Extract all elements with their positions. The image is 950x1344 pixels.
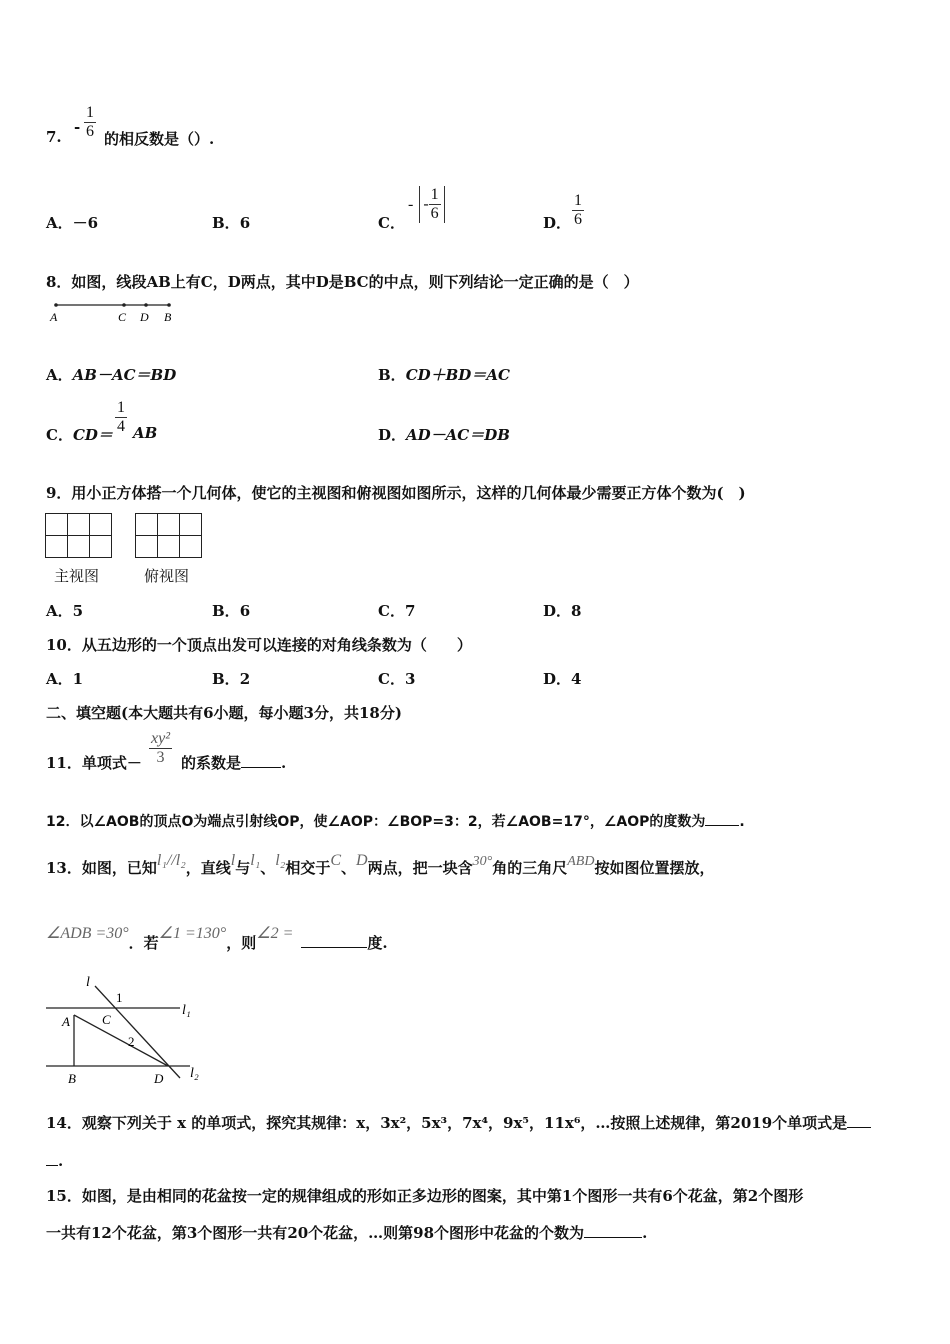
q10-option-d[interactable] [543, 668, 581, 689]
q10-option-c[interactable] [378, 668, 415, 689]
point-a-label: A [50, 310, 58, 324]
q10-option-b[interactable] [212, 668, 250, 689]
q7-frac-num: 1 [86, 104, 94, 121]
q7-option-c-expr [408, 186, 445, 223]
point-d-label: D [140, 310, 149, 324]
frac-den: 4 [117, 418, 125, 435]
option-label: B． [212, 214, 240, 232]
option-label: D． [543, 670, 572, 688]
option-text: CD＝ [72, 426, 113, 444]
q13-figure [40, 970, 215, 1090]
option-label: D． [543, 214, 572, 232]
q9-option-c[interactable] [378, 600, 415, 621]
point-b-label: B [68, 1071, 76, 1086]
option-text: AB－AC＝BD [72, 366, 177, 384]
q9-top-view-grid [135, 513, 202, 558]
q13-text: 按如图位置摆放， [594, 859, 715, 877]
answer-blank[interactable] [705, 825, 739, 826]
frac-num: 1 [574, 192, 582, 209]
q13-math: ABD [567, 854, 595, 869]
q13-math: C [330, 852, 341, 869]
q12-end: . [739, 814, 745, 830]
q9-front-view-grid [45, 513, 112, 558]
line-l1-label: l₁ [182, 1003, 191, 1018]
q13-text: 度. [367, 934, 388, 952]
q8-option-a[interactable] [46, 364, 176, 385]
q7-option-b[interactable] [212, 212, 250, 233]
q11-fraction [149, 730, 172, 767]
q10-option-a[interactable] [46, 668, 83, 689]
answer-blank[interactable] [241, 767, 281, 768]
q7-stem: 的相反数是（）. [104, 130, 215, 148]
q9-option-d[interactable] [543, 600, 581, 621]
q13-text: ．若 [128, 934, 159, 952]
option-label: C． [378, 602, 405, 620]
q13-text: 、 [341, 859, 357, 877]
option-text: CD＋BD＝AC [405, 366, 510, 384]
q13-math: ∠1 =130° [158, 925, 227, 942]
q15-end: . [642, 1224, 648, 1242]
point-d-label: D [154, 1071, 164, 1086]
frac-den: 6 [574, 211, 582, 228]
point-c-label: C [118, 310, 127, 324]
answer-blank[interactable] [46, 1165, 58, 1166]
angle-1-label: 1 [116, 990, 123, 1005]
answer-blank[interactable] [301, 947, 367, 948]
q8-option-d[interactable] [378, 424, 510, 445]
q8-stem: 8．如图，线段AB上有C，D两点，其中D是BC的中点，则下列结论一定正确的是（ ） [46, 273, 639, 291]
point-c-label: C [102, 1012, 111, 1027]
frac-num: 1 [117, 399, 125, 416]
option-text: 4 [571, 670, 582, 688]
q7-option-d-frac [572, 192, 584, 229]
q14-text [46, 1112, 871, 1133]
q7-fraction [84, 104, 96, 141]
q13-text: 角的三角尺 [492, 859, 568, 877]
answer-blank[interactable] [584, 1237, 642, 1238]
option-label: B． [212, 602, 240, 620]
option-label: A． [46, 366, 73, 384]
option-text: 8 [571, 602, 582, 620]
q13-math: l₁ [250, 852, 261, 869]
q8-segment-figure [44, 296, 184, 326]
option-text: 7 [404, 602, 416, 620]
option-text: 5 [72, 602, 84, 620]
q13-math: l₁//l₂ [156, 852, 186, 869]
q7-option-c[interactable] [378, 212, 405, 233]
q13-math: ∠ADB =30° [46, 925, 129, 942]
q7-minus: - [74, 118, 81, 136]
q13-math: l [230, 852, 236, 869]
option-text: 1 [72, 670, 84, 688]
q7-number: 7. [46, 128, 62, 146]
q8-option-c-frac [115, 399, 127, 436]
line-l2-label: l₂ [190, 1066, 199, 1081]
q11-suffix [181, 752, 286, 773]
q15-line2 [46, 1222, 647, 1243]
option-text: AD－AC＝DB [406, 426, 510, 444]
option-label: A． [46, 670, 73, 688]
q7-frac-den: 6 [86, 123, 94, 140]
point-b-label: B [164, 310, 172, 324]
q13-text: ，则 [226, 934, 257, 952]
q7-option-a[interactable] [46, 212, 98, 233]
q13-math: 30° [472, 854, 493, 869]
q11-prefix: 11．单项式－ [46, 754, 142, 772]
point-a-label: A [62, 1014, 70, 1029]
q8-option-b[interactable] [378, 364, 510, 385]
q13-math: l₂ [275, 852, 286, 869]
option-label: A． [46, 602, 73, 620]
option-label: A． [46, 214, 73, 232]
q15-line1: 15．如图，是由相同的花盆按一定的规律组成的形如正多边形的图案，其中第1个图形一共有6个花盆，第2个图形 [46, 1187, 804, 1205]
frac-den: 3 [156, 749, 165, 766]
q12-text [46, 811, 745, 831]
option-text: 3 [404, 670, 416, 688]
angle-2-label: 2 [128, 1034, 135, 1049]
q10-stem: 10．从五边形的一个顶点出发可以连接的对角线条数为（ ） [46, 636, 472, 654]
q13-text: 两点，把一块含 [367, 859, 473, 877]
minus-inner: - [423, 195, 429, 213]
option-text: 6 [239, 602, 251, 620]
minus-outer: - [408, 195, 414, 213]
q9-front-view-label: 主视图 [54, 567, 100, 585]
q14-end: . [58, 1152, 64, 1170]
q13-text: 与 [235, 859, 251, 877]
q14-line2 [46, 1152, 63, 1170]
answer-blank[interactable] [847, 1127, 871, 1128]
option-label: D． [378, 426, 407, 444]
q13-math: ∠2 = [256, 925, 294, 942]
option-label: B． [378, 366, 406, 384]
q15-stem: 一共有12个花盆，第3个图形一共有20个花盆，…则第98个图形中花盆的个数为 [46, 1224, 585, 1242]
option-label: B． [212, 670, 240, 688]
q9-top-view-label: 俯视图 [144, 567, 190, 585]
option-label: D． [543, 602, 572, 620]
option-label: C． [378, 670, 405, 688]
q9-option-b[interactable] [212, 600, 250, 621]
frac-num: 1 [430, 186, 439, 203]
q8-option-c[interactable] [46, 424, 113, 445]
option-text: －6 [72, 214, 99, 232]
frac-num: xy² [151, 730, 170, 747]
q13-text: 13．如图，已知 [46, 859, 157, 877]
line-l-label: l [86, 975, 90, 990]
q7-option-d[interactable] [543, 212, 571, 233]
option-text: 2 [239, 670, 251, 688]
q13-math: D [356, 852, 368, 869]
option-label: C． [46, 426, 73, 444]
frac-den: 6 [430, 205, 439, 222]
q9-option-a[interactable] [46, 600, 83, 621]
section-heading: 二、填空题(本大题共有6小题，每小题3分，共18分) [46, 704, 402, 722]
q13-text: 相交于 [285, 859, 331, 877]
q9-stem: 9．用小正方体搭一个几何体，使它的主视图和俯视图如图所示，这样的几何体最少需要正方体个数为( ) [46, 484, 746, 502]
q14-stem: 14．观察下列关于 x 的单项式，探究其规律：x，3x²，5x³，7x⁴，9x⁵，11x⁶，…按照上述规律，第2019个单项式是 [46, 1114, 848, 1132]
q8-option-c-tail: AB [133, 424, 158, 442]
option-label: C． [378, 214, 405, 232]
q13-text: ，直线 [185, 859, 231, 877]
q12-stem: 12．以∠AOB的顶点O为端点引射线OP，使∠AOP：∠BOP=3：2，若∠AOB=17°，∠AOP的度数为 [46, 814, 706, 830]
q11-end: . [281, 754, 287, 772]
q13-text: 、 [260, 859, 276, 877]
q11-suffix-text: 的系数是 [181, 754, 242, 772]
q13-line2 [46, 925, 388, 953]
option-text: 6 [239, 214, 251, 232]
q13-line1 [46, 852, 715, 878]
